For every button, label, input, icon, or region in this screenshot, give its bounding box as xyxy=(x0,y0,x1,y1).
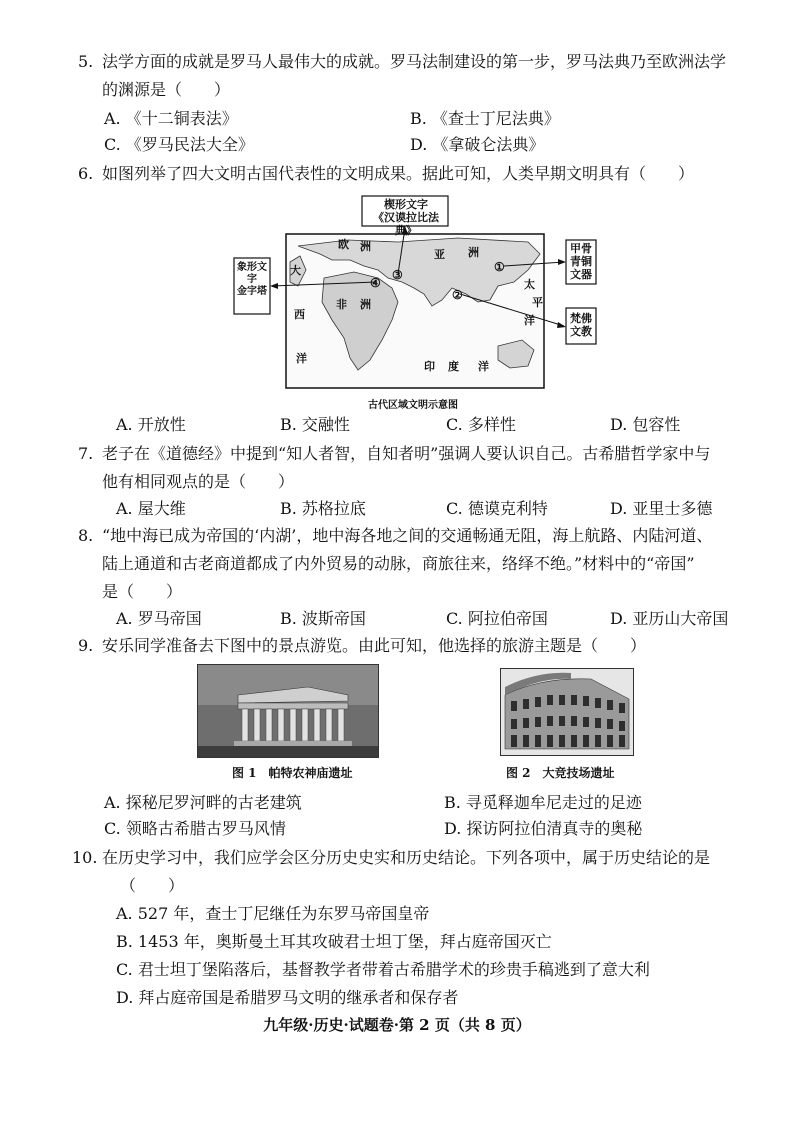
option-b: B. 交融性 xyxy=(280,415,350,434)
figure-1-caption: 图 1 帕特农神庙遗址 xyxy=(232,766,353,780)
question-text-cont: 陆上通道和古老商道都成了内外贸易的动脉，商旅往来，络绎不绝。”材料中的“帝国” xyxy=(102,554,695,573)
parthenon-image xyxy=(198,665,378,757)
map-marker-2: ② xyxy=(452,288,463,302)
map-label: 洲 xyxy=(468,246,479,259)
option-a: A. 罗马帝国 xyxy=(116,609,202,628)
map-label: 非 xyxy=(336,298,347,311)
question-text: 安乐同学准备去下图中的景点游览。由此可知，他选择的旅游主题是（ ） xyxy=(102,636,647,655)
question-text: 法学方面的成就是罗马人最伟大的成就。罗马法制建设的第一步，罗马法典乃至欧洲法学 xyxy=(102,52,727,71)
map-label: 大 xyxy=(290,264,301,277)
option-d: D. 拜占庭帝国是希腊罗马文明的继承者和保存者 xyxy=(116,988,459,1007)
question-7 xyxy=(78,440,768,496)
map-caption: 古代区域文明示意图 xyxy=(368,400,458,411)
option-d: D. 亚里士多德 xyxy=(610,499,713,518)
option-b: B. 1453 年，奥斯曼土耳其攻破君士坦丁堡，拜占庭帝国灭亡 xyxy=(116,932,552,951)
figure-2-caption: 图 2 大竞技场遗址 xyxy=(506,766,615,780)
colosseum-image xyxy=(501,669,633,755)
map-label: 洋 xyxy=(296,352,307,365)
option-a: A. 屋大维 xyxy=(116,499,186,518)
map-marker-1: ① xyxy=(494,260,505,274)
option-c: C. 《罗马民法大全》 xyxy=(104,135,254,154)
option-a: A. 《十二铜表法》 xyxy=(104,109,238,128)
page-footer: 九年级·历史·试题卷·第 2 页（共 8 页） xyxy=(263,1016,531,1034)
map-label: 洋 xyxy=(478,360,489,373)
option-d: D. 《拿破仑法典》 xyxy=(410,135,545,154)
question-text: 在历史学习中，我们应学会区分历史史实和历史结论。下列各项中，属于历史结论的是 xyxy=(102,848,711,867)
option-c: C. 多样性 xyxy=(446,415,516,434)
question-9 xyxy=(78,632,768,660)
map-label: 西 xyxy=(294,308,305,321)
q5-options xyxy=(104,106,764,162)
map-label: 平 xyxy=(532,296,543,309)
question-text-cont: 他有相同观点的是（ ） xyxy=(102,472,295,491)
q8-options xyxy=(116,606,766,632)
question-text: 如图列举了四大文明古国代表性的文明成果。据此可知，人类早期文明具有（ ） xyxy=(102,164,695,183)
option-b: B. 波斯帝国 xyxy=(280,609,366,628)
map-label: 亚 xyxy=(434,248,445,261)
question-number: 9. xyxy=(78,636,94,655)
q9-options xyxy=(104,790,764,842)
map-label: 洲 xyxy=(360,240,371,253)
question-number: 7. xyxy=(78,444,94,463)
question-10 xyxy=(72,844,762,900)
box-china-text: 甲骨 青铜 文器 xyxy=(570,242,592,281)
question-text-cont: 是（ ） xyxy=(102,582,183,601)
question-number: 8. xyxy=(78,526,94,545)
option-a: A. 开放性 xyxy=(116,415,186,434)
box-mesopotamia-text: 楔形文字 《汉谟拉比法典》 xyxy=(373,198,439,237)
map-marker-4: ④ xyxy=(370,276,381,290)
arrowhead xyxy=(270,283,278,289)
option-b: B. 苏格拉底 xyxy=(280,499,366,518)
map-label: 印 xyxy=(424,360,435,373)
question-text-cont: 的渊源是（ ） xyxy=(102,80,231,99)
map-label: 欧 xyxy=(338,238,349,251)
map-label: 洲 xyxy=(360,298,371,311)
option-c: C. 领略古希腊古罗马风情 xyxy=(104,819,286,838)
question-number: 5. xyxy=(78,52,94,71)
option-d: D. 包容性 xyxy=(610,415,681,434)
question-5 xyxy=(78,48,768,104)
question-text-cont: （ ） xyxy=(120,876,185,895)
box-egypt-text: 象形文字 金字塔 xyxy=(237,262,267,297)
question-number: 10. xyxy=(72,848,98,867)
option-d: D. 探访阿拉伯清真寺的奥秘 xyxy=(444,819,643,838)
option-b: B. 《查士丁尼法典》 xyxy=(410,109,560,128)
q10-options xyxy=(116,900,756,1012)
option-c: C. 德谟克利特 xyxy=(446,499,548,518)
box-india-text: 梵佛 文教 xyxy=(570,312,592,338)
arrowhead xyxy=(557,322,566,328)
map-label: 太 xyxy=(524,278,535,291)
map-label: 度 xyxy=(448,360,459,373)
question-6 xyxy=(78,160,768,188)
option-c: C. 君士坦丁堡陷落后，基督教学者带着古希腊学术的珍贵手稿逃到了意大利 xyxy=(116,960,650,979)
parthenon-photo xyxy=(197,664,379,758)
question-text: “地中海已成为帝国的‘内湖’，地中海各地之间的交通畅通无阻，海上航路、内陆河道、 xyxy=(102,526,713,545)
option-a: A. 527 年，查士丁尼继任为东罗马帝国皇帝 xyxy=(116,904,430,923)
option-b: B. 寻觅释迦牟尼走过的足迹 xyxy=(444,793,642,812)
civilization-map xyxy=(228,190,598,420)
question-number: 6. xyxy=(78,164,94,183)
option-a: A. 探秘尼罗河畔的古老建筑 xyxy=(104,793,302,812)
map-marker-3: ③ xyxy=(392,268,403,282)
q7-options xyxy=(116,496,766,522)
map-label: 洋 xyxy=(524,314,535,327)
question-text: 老子在《道德经》中提到“知人者智，自知者明”强调人要认识自己。古希腊哲学家中与 xyxy=(102,444,711,463)
colosseum-photo xyxy=(500,668,634,756)
q6-options xyxy=(116,412,766,438)
option-c: C. 阿拉伯帝国 xyxy=(446,609,548,628)
arrowhead xyxy=(558,259,566,265)
question-8 xyxy=(78,522,768,606)
option-d: D. 亚历山大帝国 xyxy=(610,609,729,628)
